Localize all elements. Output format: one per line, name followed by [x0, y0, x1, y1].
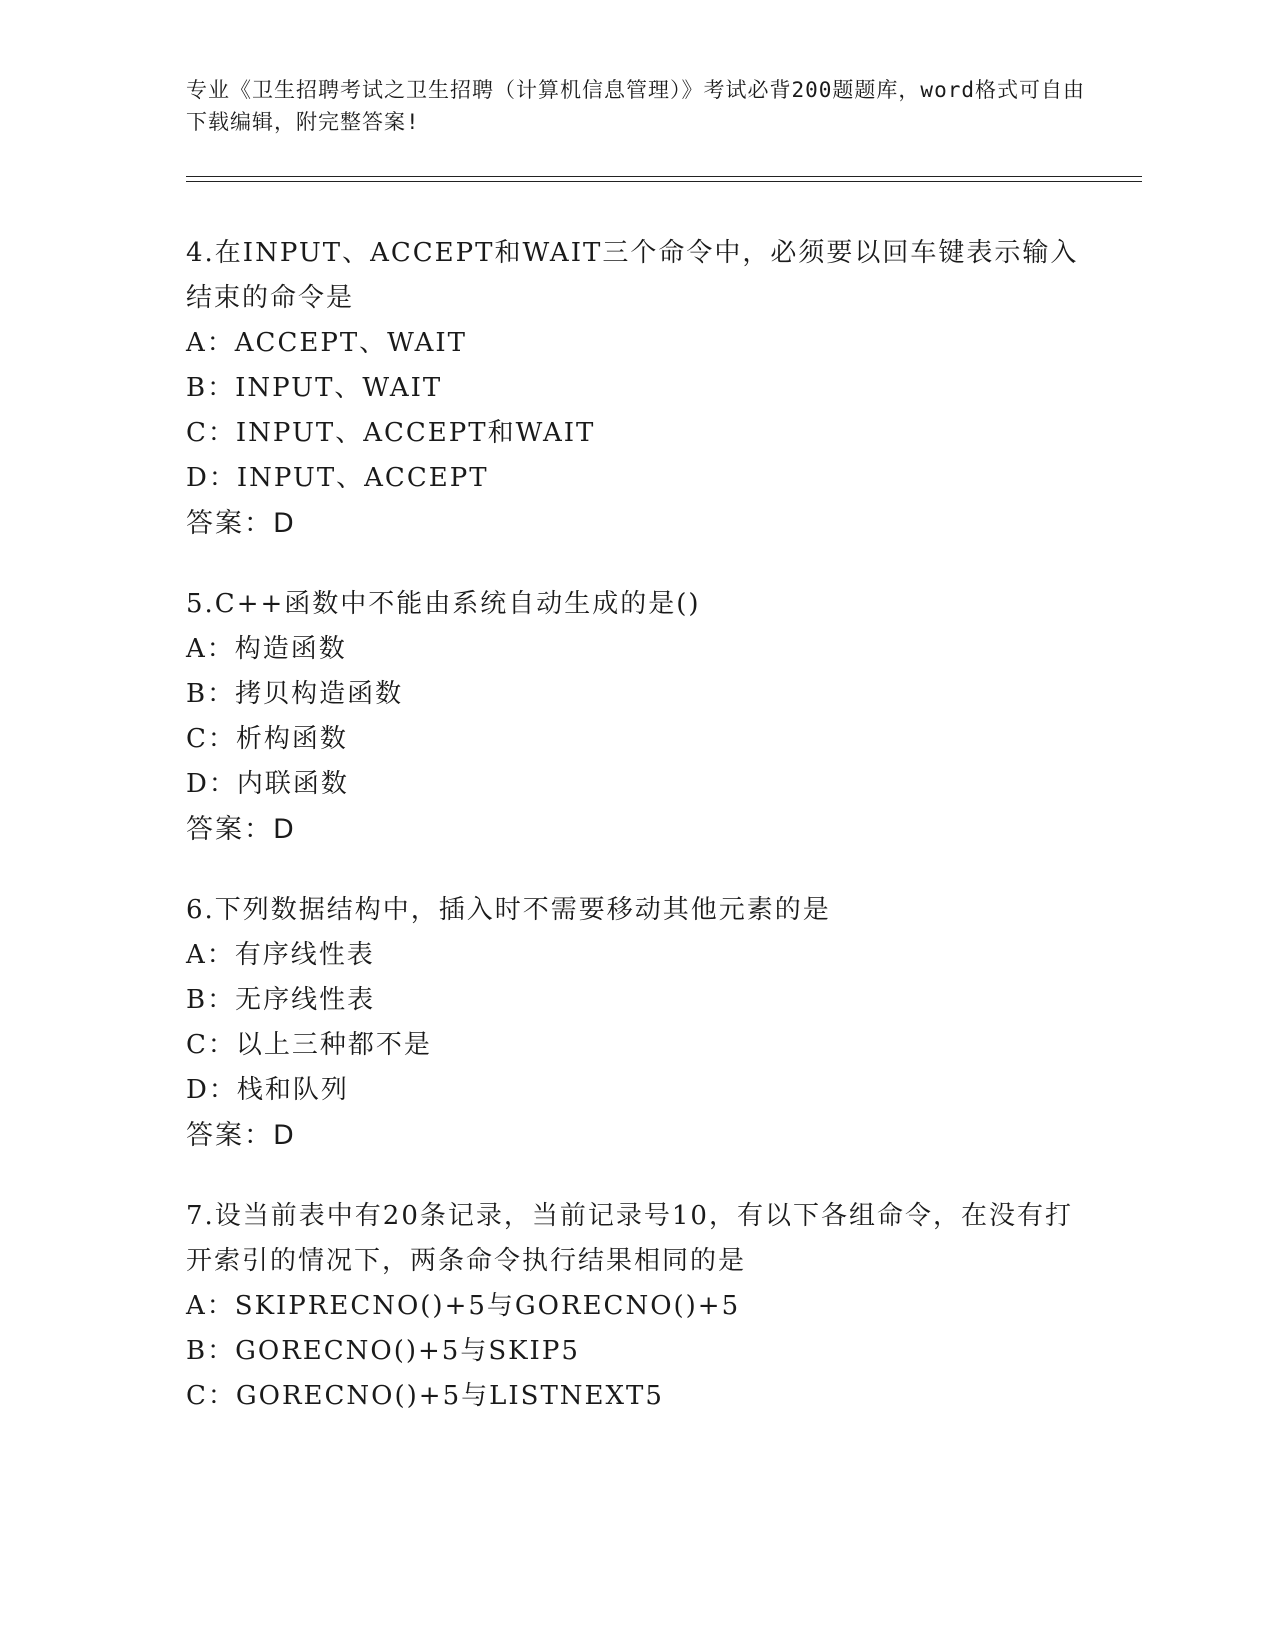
option-b: B：INPUT、WAIT — [186, 373, 443, 403]
option-c: C：析构函数 — [186, 724, 348, 754]
question-stem: 6.下列数据结构中，插入时不需要移动其他元素的是 — [186, 895, 831, 925]
header-divider-bottom — [186, 181, 1142, 182]
answer-text: 答案：D — [186, 508, 296, 539]
question-stem: 7.设当前表中有20条记录，当前记录号10，有以下各组命令，在没有打开索引的情况下，两条命令执行结果相同的是 — [186, 1201, 1073, 1276]
answer-text: 答案：D — [186, 1120, 296, 1151]
question-5 — [186, 582, 1086, 852]
option-b: B：GORECNO()+5与SKIP5 — [186, 1336, 580, 1366]
answer-text: 答案：D — [186, 814, 296, 845]
option-a: A：有序线性表 — [186, 940, 375, 970]
option-b: B：无序线性表 — [186, 985, 376, 1015]
option-c: C：以上三种都不是 — [186, 1030, 432, 1060]
option-a: A：ACCEPT、WAIT — [186, 328, 467, 358]
option-d: D：内联函数 — [186, 769, 349, 799]
option-d: D：栈和队列 — [186, 1075, 349, 1105]
option-a: A：构造函数 — [186, 634, 347, 664]
question-7 — [186, 1194, 1086, 1419]
header-divider-top — [186, 176, 1142, 177]
question-stem: 4.在INPUT、ACCEPT和WAIT三个命令中，必须要以回车键表示输入结束的命令是 — [186, 238, 1079, 313]
question-4 — [186, 231, 1086, 546]
question-list — [186, 231, 1086, 1455]
option-b: B：拷贝构造函数 — [186, 679, 404, 709]
option-c: C：GORECNO()+5与LISTNEXT5 — [186, 1381, 664, 1411]
option-d: D：INPUT、ACCEPT — [186, 463, 489, 493]
question-stem: 5.C++函数中不能由系统自动生成的是() — [186, 589, 701, 619]
document-header: 专业《卫生招聘考试之卫生招聘（计算机信息管理）》考试必背200题题库，word格式可自由下载编辑，附完整答案! — [186, 78, 1085, 134]
question-6 — [186, 888, 1086, 1158]
option-c: C：INPUT、ACCEPT和WAIT — [186, 418, 596, 448]
option-a: A：SKIPRECNO()+5与GORECNO()+5 — [186, 1291, 741, 1321]
